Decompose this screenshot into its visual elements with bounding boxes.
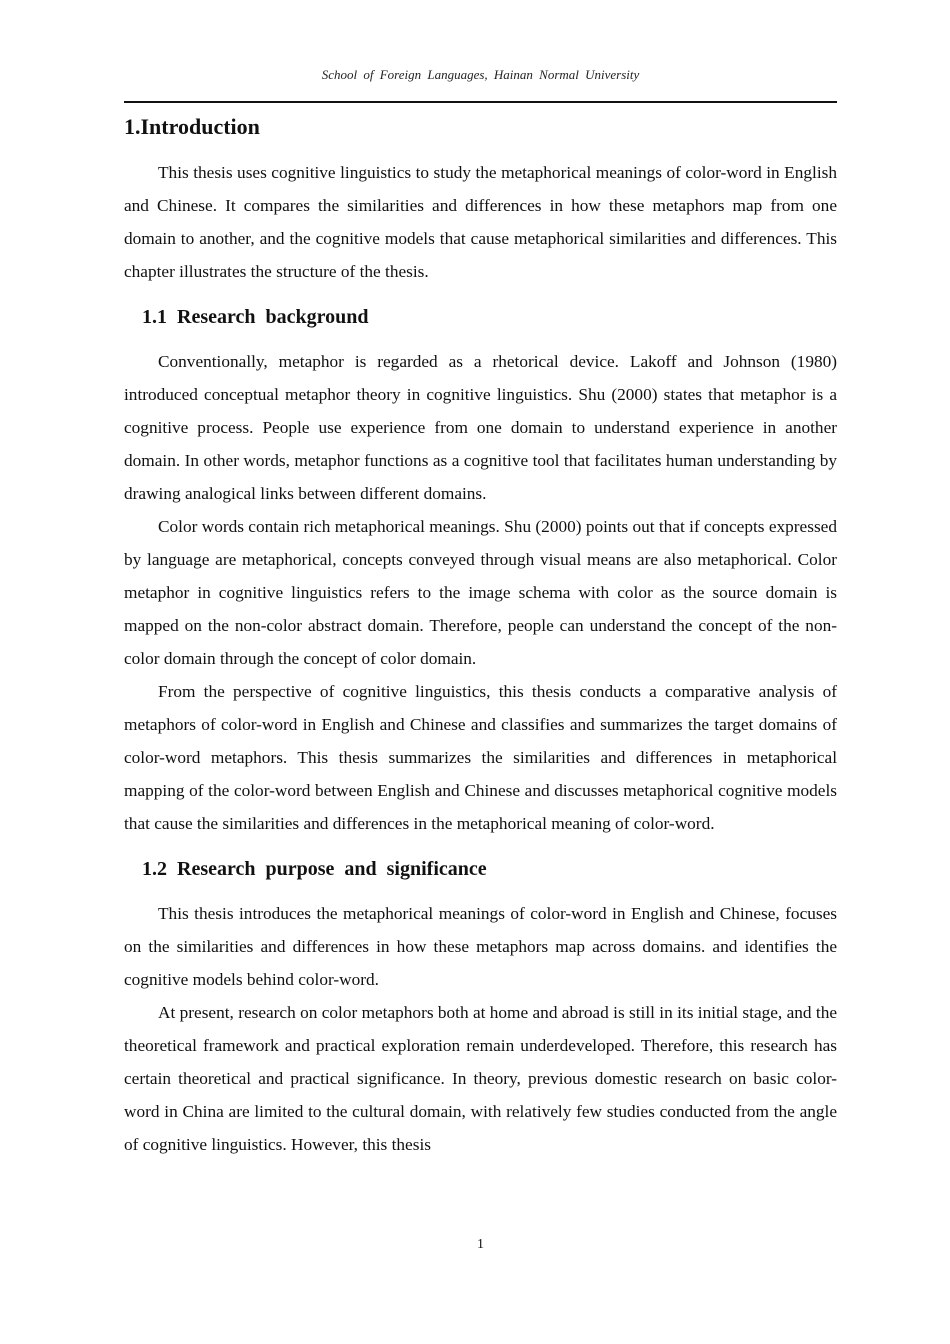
page-number: 1 <box>477 1237 484 1252</box>
running-header: School of Foreign Languages, Hainan Normal University <box>321 67 640 82</box>
purpose-paragraph-2: At present, research on color metaphors both at home and abroad is still in its initial stage, and the theoretical framework and practical exploration remain underdeveloped. Therefore, this research has certain theoretical and practical significance. In theory, previous domestic research on basic color-word in China are limited to the cultural domain, with relatively few studies conducted from the angle of cognitive linguistics. However, this thesis <box>124 1003 837 1154</box>
page-content <box>124 112 837 1161</box>
intro-paragraph: This thesis uses cognitive linguistics to study the metaphorical meanings of color-word in English and Chinese. It compares the similarities and differences in how these metaphors map from one domain to another, and the cognitive models that cause metaphorical similarities and differences. This chapter illustrates the structure of the thesis. <box>124 163 837 281</box>
document-page <box>124 0 837 1344</box>
header-rule <box>124 101 837 103</box>
section-heading-background: 1.1 Research background <box>142 306 369 328</box>
section-heading-purpose: 1.2 Research purpose and significance <box>142 858 487 880</box>
background-paragraph-2: Color words contain rich metaphorical meanings. Shu (2000) points out that if concepts expressed by language are metaphorical, concepts conveyed through visual means are also metaphorical. Color metaphor in cognitive linguistics refers to the image schema with color as the source domain is mapped on the non-color abstract domain. Therefore, people can understand the concept of the non-color domain through the concept of color domain. <box>124 517 837 668</box>
purpose-paragraph-1: This thesis introduces the metaphorical meanings of color-word in English and Chinese, focuses on the similarities and differences in how these metaphors map across domains. and identifies the cognitive models behind color-word. <box>124 904 837 989</box>
background-paragraph-1: Conventionally, metaphor is regarded as a rhetorical device. Lakoff and Johnson (1980) introduced conceptual metaphor theory in cognitive linguistics. Shu (2000) states that metaphor is a cognitive process. People use experience from one domain to understand experience in another domain. In other words, metaphor functions as a cognitive tool that facilitates human understanding by drawing analogical links between different domains. <box>124 352 837 503</box>
chapter-title: 1.Introduction <box>124 114 260 139</box>
background-paragraph-3: From the perspective of cognitive linguistics, this thesis conducts a comparative analysis of metaphors of color-word in English and Chinese and classifies and summarizes the target domains of color-word metaphors. This thesis summarizes the similarities and differences in metaphorical mapping of the color-word between English and Chinese and discusses metaphorical cognitive models that cause the similarities and differences in the metaphorical meaning of color-word. <box>124 682 837 833</box>
